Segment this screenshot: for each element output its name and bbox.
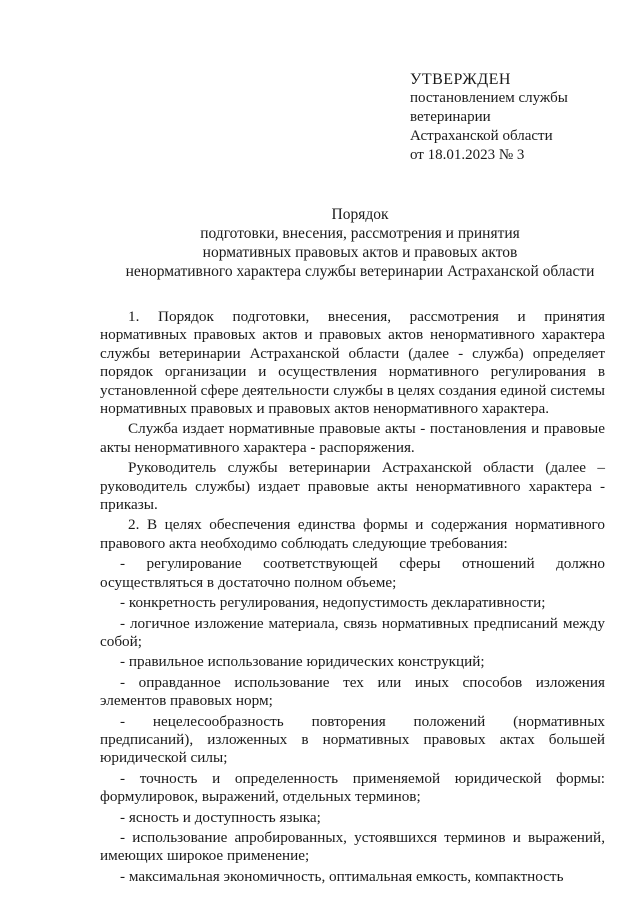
title-heading: Порядок [331, 206, 389, 223]
requirement-item: - использование апробированных, устоявшихся терминов и выражений, имеющих широкое применение; [100, 828, 605, 865]
requirement-item: - логичное изложение материала, связь нормативных предписаний между собой; [100, 614, 605, 650]
approval-date: от 18.01.2023 № 3 [410, 147, 525, 163]
approval-title: УТВЕРЖДЕН [410, 71, 511, 88]
requirement-item: - регулирование соответствующей сферы отношений должно осуществляться в достаточно полном объеме; [100, 555, 605, 591]
paragraph-1: 1. Порядок подготовки, внесения, рассмотрения и принятия нормативных правовых актов и правовых актов ненормативного характера службы ветеринарии Астраханской области (далее - служба) определяет порядок организации и осуществления нормативного регулирования в установленной сфере деятельности службы в целях создания единой системы нормативных правовых и правовых актов ненормативного характера. [100, 308, 605, 418]
requirement-item: - ясность и доступность языка; [120, 808, 321, 826]
requirement-item: - максимальная экономичность, оптимальная емкость, компактность [120, 867, 564, 885]
title-line: подготовки, внесения, рассмотрения и принятия [200, 225, 520, 242]
requirement-item: - точность и определенность применяемой юридической формы: формулировок, выражений, отдельных терминов; [100, 769, 605, 806]
approval-stamp [410, 70, 630, 165]
paragraph-3: Руководитель службы ветеринарии Астраханской области (далее – руководитель службы) издает правовые акты ненормативного характера - приказы. [100, 459, 605, 514]
approval-line: постановлением службы [410, 90, 568, 106]
requirement-item: - нецелесообразность повторения положений (нормативных предписаний), изложенных в нормативных правовых актах большей юридической силы; [100, 712, 605, 767]
document-title [100, 205, 620, 281]
document-body [100, 308, 605, 888]
title-line: ненормативного характера службы ветеринарии Астраханской области [125, 263, 595, 280]
approval-line: Астраханской области [410, 128, 553, 144]
approval-line: ветеринарии [410, 109, 491, 125]
requirement-item: - правильное использование юридических конструкций; [120, 653, 485, 671]
requirement-item: - конкретность регулирования, недопустимость декларативности; [120, 594, 546, 612]
paragraph-2: Служба издает нормативные правовые акты - постановления и правовые акты ненормативного характера - распоряжения. [100, 420, 605, 456]
paragraph-4: 2. В целях обеспечения единства формы и содержания нормативного правового акта необходимо соблюдать следующие требования: [100, 516, 605, 552]
requirement-item: - оправданное использование тех или иных способов изложения элементов правовых норм; [100, 673, 605, 710]
title-line: нормативных правовых актов и правовых актов [202, 244, 518, 261]
